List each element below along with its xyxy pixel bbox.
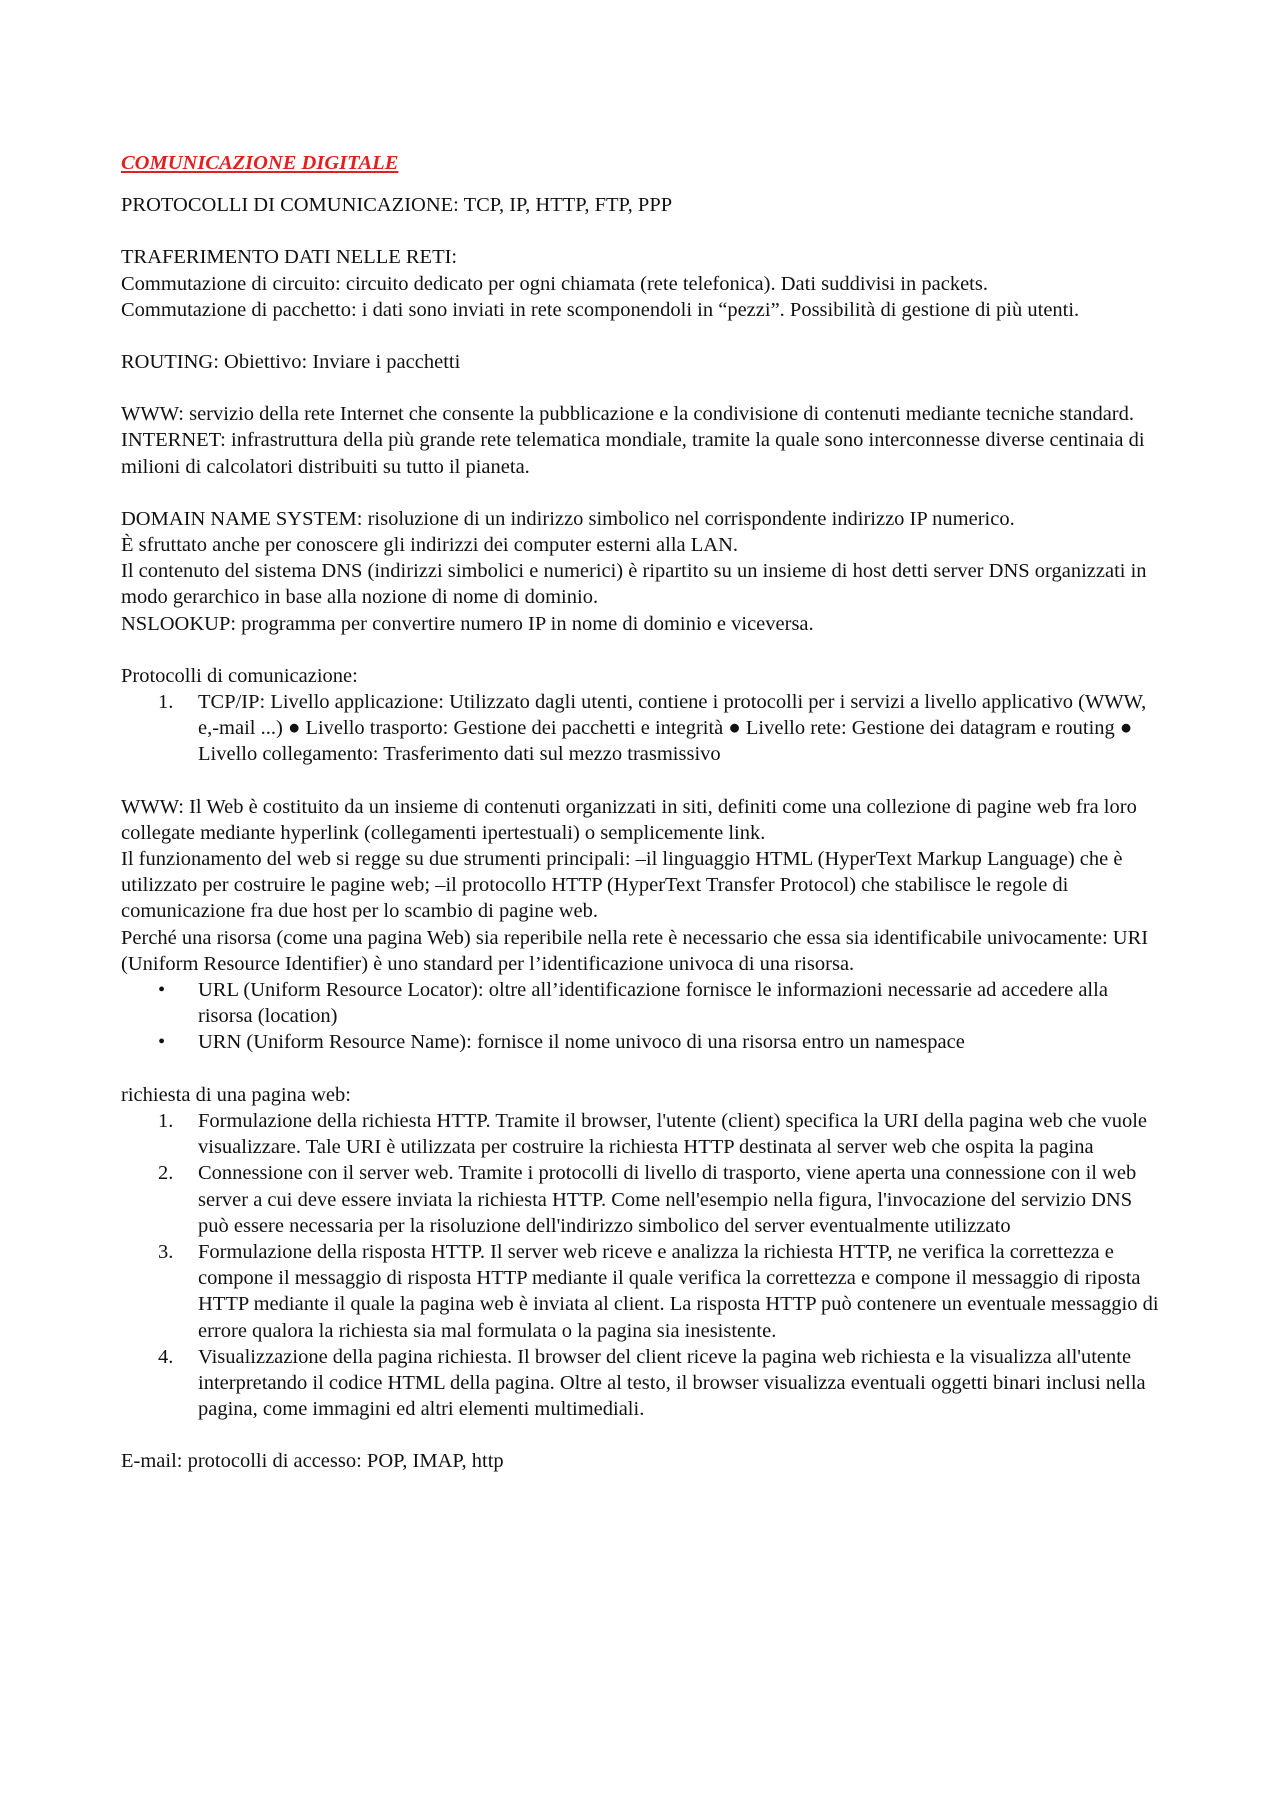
bullet-marker: • [158,979,166,1002]
list-marker: 1. [158,1109,174,1132]
spacer [121,637,1160,663]
list-marker: 3. [158,1240,174,1263]
list-marker: 2. [158,1162,174,1185]
commutazione-pacchetto: Commutazione di pacchetto: i dati sono inviati in rete scomponendoli in “pezzi”. Possibilità di gestione di più utenti. [121,298,1080,321]
spacer [121,218,1160,244]
email-line: E-mail: protocolli di accesso: POP, IMAP, http [121,1450,504,1473]
list-item [121,1239,1160,1344]
list-item-text: Formulazione della richiesta HTTP. Tramite il browser, l'utente (client) specifica la URI della pagina web che vuole visualizzare. Tale URI è utilizzata per costruire la richiesta HTTP destinata al server web che ospita la pagina [198,1109,1147,1159]
list-item-text: URN (Uniform Resource Name): fornisce il nome univoco di una risorsa entro un namespace [198,1031,965,1054]
commutazione-circuito: Commutazione di circuito: circuito dedicato per ogni chiamata (rete telefonica). Dati suddivisi in packets. [121,272,988,295]
web-paragraph-3: Perché una risorsa (come una pagina Web) sia reperibile nella rete è necessario che essa sia identificabile univocamente: URI (Uniform Resource Identifier) è uno standard per l’identificazione univoca di una risorsa. [121,926,1149,975]
list-item [121,1160,1160,1239]
list-item-text: TCP/IP: Livello applicazione: Utilizzato dagli utenti, contiene i protocolli per i servizi a livello applicativo (WWW, e,-mail ...) ● Livello trasporto: Gestione dei pacchetti e integrità ● Livello rete: Gestione dei datagram e routing ● Livello collegamento: Trasferimento dati sul mezzo trasmissivo [198,691,1147,766]
list-marker: 1. [158,691,174,714]
spacer [121,480,1160,506]
internet-definition: INTERNET: infrastruttura della più grande rete telematica mondiale, tramite la quale sono interconnesse diverse centinaia di milioni di calcolatori distribuiti su tutto il pianeta. [121,429,1145,478]
dns-paragraph-3: Il contenuto del sistema DNS (indirizzi simbolici e numerici) è ripartito su un insieme di host detti server DNS organizzati in modo gerarchico in base alla nozione di nome di dominio. [121,560,1147,609]
list-item-text: Visualizzazione della pagina richiesta. Il browser del client riceve la pagina web richiesta e la visualizza all'utente interpretando il codice HTML della pagina. Oltre al testo, il browser visualizza eventuali oggetti binari inclusi nella pagina, come immagini ed altri elementi multimediali. [198,1345,1146,1421]
protocolli-list [121,689,1160,768]
dns-paragraph-2: È sfruttato anche per conoscere gli indirizzi dei computer esterni alla LAN. [121,534,739,557]
list-marker: 4. [158,1345,174,1368]
list-item-text: Connessione con il server web. Tramite i protocolli di livello di trasporto, viene aperta una connessione con il web server a cui deve essere inviata la richiesta HTTP. Come nell'esempio nella figura, l'invocazione del servizio DNS può essere necessaria per la risoluzione dell'indirizzo simbolico del server eventualmente utilizzato [198,1162,1137,1237]
list-item [121,1029,1160,1055]
list-item [121,689,1160,768]
routing-line: ROUTING: Obiettivo: Inviare i pacchetti [121,351,461,374]
web-paragraph-2: Il funzionamento del web si regge su due strumenti principali: –il linguaggio HTML (HyperText Markup Language) che è utilizzato per costruire le pagine web; –il protocollo HTTP (HyperText Transfer Protocol) che stabilisce le regole di comunicazione fra due host per lo scambio di pagine web. [121,848,1123,923]
spacer [121,323,1160,349]
bullet-marker: • [158,1031,166,1054]
dns-paragraph-1: DOMAIN NAME SYSTEM: risoluzione di un indirizzo simbolico nel corrispondente indirizzo IP numerico. [121,507,1015,530]
list-item [121,1344,1160,1423]
list-item-text: URL (Uniform Resource Locator): oltre all’identificazione fornisce le informazioni necessarie ad accedere alla risorsa (location) [198,979,1108,1028]
web-paragraph-1: WWW: Il Web è costituito da un insieme di contenuti organizzati in siti, definiti come una collezione di pagine web fra loro collegate mediante hyperlink (collegamenti ipertestuali) o semplicemente link. [121,795,1137,844]
spacer [121,1422,1160,1448]
spacer [121,768,1160,794]
document-title: COMUNICAZIONE DIGITALE [121,152,399,174]
nslookup-paragraph: NSLOOKUP: programma per convertire numero IP in nome di dominio e viceversa. [121,612,814,635]
protocolli-comunicazione-heading: Protocolli di comunicazione: [121,664,358,687]
spacer [121,1056,1160,1082]
richiesta-steps-list [121,1108,1160,1422]
list-item-text: Formulazione della risposta HTTP. Il server web riceve e analizza la richiesta HTTP, ne verifica la correttezza e compone il messaggio di risposta HTTP mediante il quale verifica la correttezza e compone il messaggio di riposta HTTP mediante il quale la pagina web è inviata al client. La risposta HTTP può contenere un eventuale messaggio di errore qualora la richiesta sia mal formulata o la pagina sia inesistente. [198,1240,1159,1342]
protocolli-line: PROTOCOLLI DI COMUNICAZIONE: TCP, IP, HTTP, FTP, PPP [121,194,673,217]
trasferimento-heading: TRAFERIMENTO DATI NELLE RETI: [121,246,458,269]
uri-bullet-list [121,977,1160,1056]
list-item [121,1108,1160,1160]
www-definition: WWW: servizio della rete Internet che consente la pubblicazione e la condivisione di contenuti mediante tecniche standard. [121,403,1134,426]
richiesta-heading: richiesta di una pagina web: [121,1083,351,1106]
spacer [121,375,1160,401]
list-item [121,977,1160,1029]
